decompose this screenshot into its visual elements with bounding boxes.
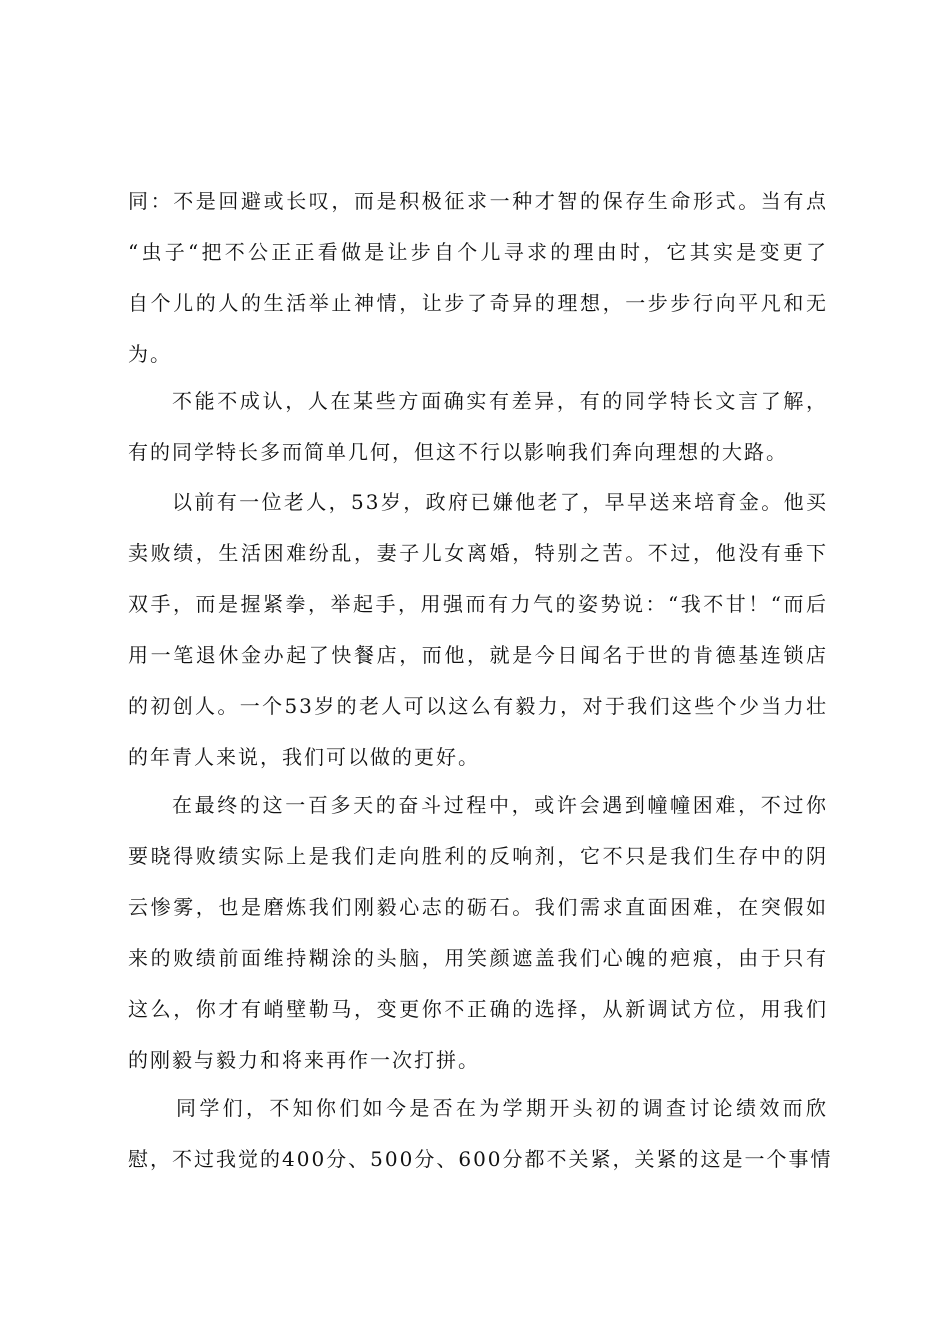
paragraph-1 [128,182,828,374]
paragraph-4-line-5: 这么，你才有峭壁勒马，变更你不正确的选择，从新调试方位，用我们 [128,997,828,1021]
paragraph-4-line-3: 云惨雾，也是磨炼我们刚毅心志的砺石。我们需求直面困难，在突假如 [128,895,828,919]
paragraph-3-line-2: 卖败绩，生活困难纷乱，妻子儿女离婚，特别之苦。不过，他没有垂下 [128,541,828,565]
paragraph-3 [128,483,828,777]
paragraph-5 [128,1089,833,1179]
paragraph-4-line-2: 要晓得败绩实际上是我们走向胜利的反响剂，它不只是我们生存中的阴 [128,844,828,868]
paragraph-1-line-3: 自个儿的人的生活举止神情，让步了奇异的理想，一步步行向平凡和无 [128,291,828,315]
paragraph-5-line-1: 同学们，不知你们如今是否在为学期开头初的调查讨论绩效而欣 [176,1096,828,1120]
paragraph-4-line-6: 的刚毅与毅力和将来再作一次打拼。 [128,1048,480,1072]
paragraph-4-line-1: 在最终的这一百多天的奋斗过程中，或许会遇到幢幢困难，不过你 [172,793,828,817]
paragraph-3-line-1: 以前有一位老人，53岁，政府已嫌他老了，早早送来培育金。他买 [172,490,828,514]
paragraph-1-line-2: “虫子“把不公正正看做是让步自个儿寻求的理由时，它其实是变更了 [128,240,828,264]
paragraph-3-line-4: 用一笔退休金办起了快餐店，而他，就是今日闻名于世的肯德基连锁店 [128,643,828,667]
paragraph-1-line-4: 为。 [128,342,172,366]
paragraph-3-line-5: 的初创人。一个53岁的老人可以这么有毅力，对于我们这些个少当力壮 [128,694,828,718]
paragraph-2-line-1: 不能不成认，人在某些方面确实有差异，有的同学特长文言了解， [172,389,828,413]
paragraph-2-line-2: 有的同学特长多而简单几何，但这不行以影响我们奔向理想的大路。 [128,440,788,464]
paragraph-4 [128,786,828,1080]
paragraph-3-line-3: 双手，而是握紧拳，举起手，用强而有力气的姿势说：“我不甘！“而后 [128,592,828,616]
paragraph-3-line-6: 的年青人来说，我们可以做的更好。 [128,745,480,769]
paragraph-4-line-4: 来的败绩前面维持糊涂的头脑，用笑颜遮盖我们心魄的疤痕，由于只有 [128,946,828,970]
paragraph-5-line-2: 慰，不过我觉的400分、500分、600分都不关紧，关紧的这是一个事情 [128,1147,833,1171]
paragraph-1-line-1: 同：不是回避或长叹，而是积极征求一种才智的保存生命形式。当有点 [128,189,828,213]
paragraph-2 [128,382,828,472]
